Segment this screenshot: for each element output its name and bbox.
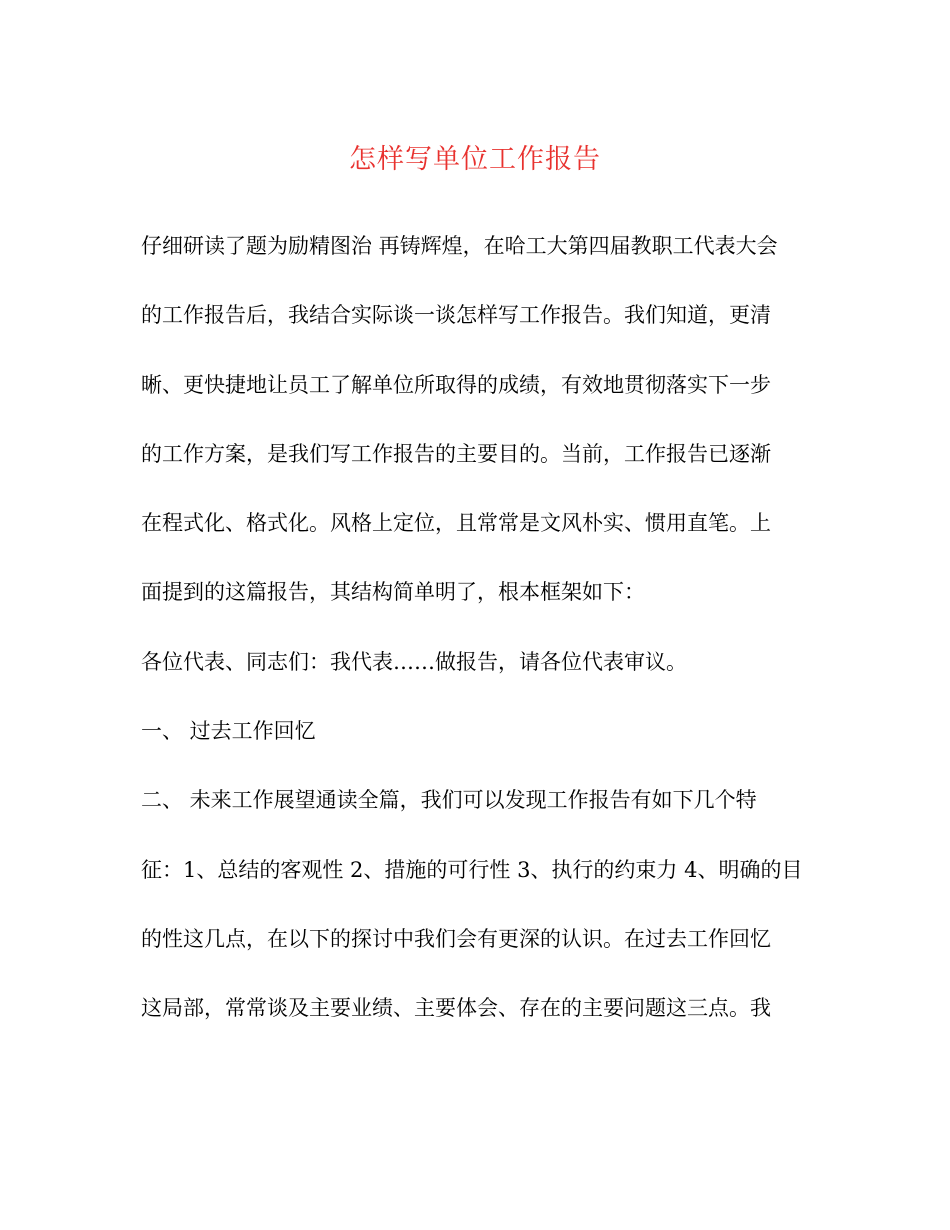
body-line-3: 晰、更快捷地让员工了解单位所取得的成绩，有效地贯彻落实下一步 <box>141 372 771 397</box>
body-line-2: 的工作报告后，我结合实际谈一谈怎样写工作报告。我们知道，更清 <box>141 303 771 328</box>
body-line-6: 面提到的这篇报告，其结构简单明了，根本框架如下： <box>141 580 645 605</box>
body-line-7: 各位代表、同志们：我代表……做报告，请各位代表审议。 <box>141 649 687 674</box>
body-line-5: 在程式化、格式化。风格上定位，且常常是文风朴实、惯用直笔。上 <box>141 511 771 536</box>
body-line-8: 一、 过去工作回忆 <box>141 719 316 744</box>
document-body <box>141 224 821 1056</box>
body-line-4: 的工作方案，是我们写工作报告的主要目的。当前，工作报告已逐渐 <box>141 441 771 466</box>
body-line-12: 这局部，常常谈及主要业绩、主要体会、存在的主要问题这三点。我 <box>141 996 771 1021</box>
body-line-1: 仔细研读了题为励精图治 再铸辉煌，在哈工大第四届教职工代表大会 <box>141 234 778 258</box>
body-line-10: 征：1、总结的客观性 2、措施的可行性 3、执行的约束力 4、明确的目 <box>141 857 803 882</box>
body-line-9: 二、 未来工作展望通读全篇，我们可以发现工作报告有如下几个特 <box>141 788 757 813</box>
body-line-11: 的性这几点，在以下的探讨中我们会有更深的认识。在过去工作回忆 <box>141 926 771 951</box>
document-title: 怎样写单位工作报告 <box>349 144 601 175</box>
